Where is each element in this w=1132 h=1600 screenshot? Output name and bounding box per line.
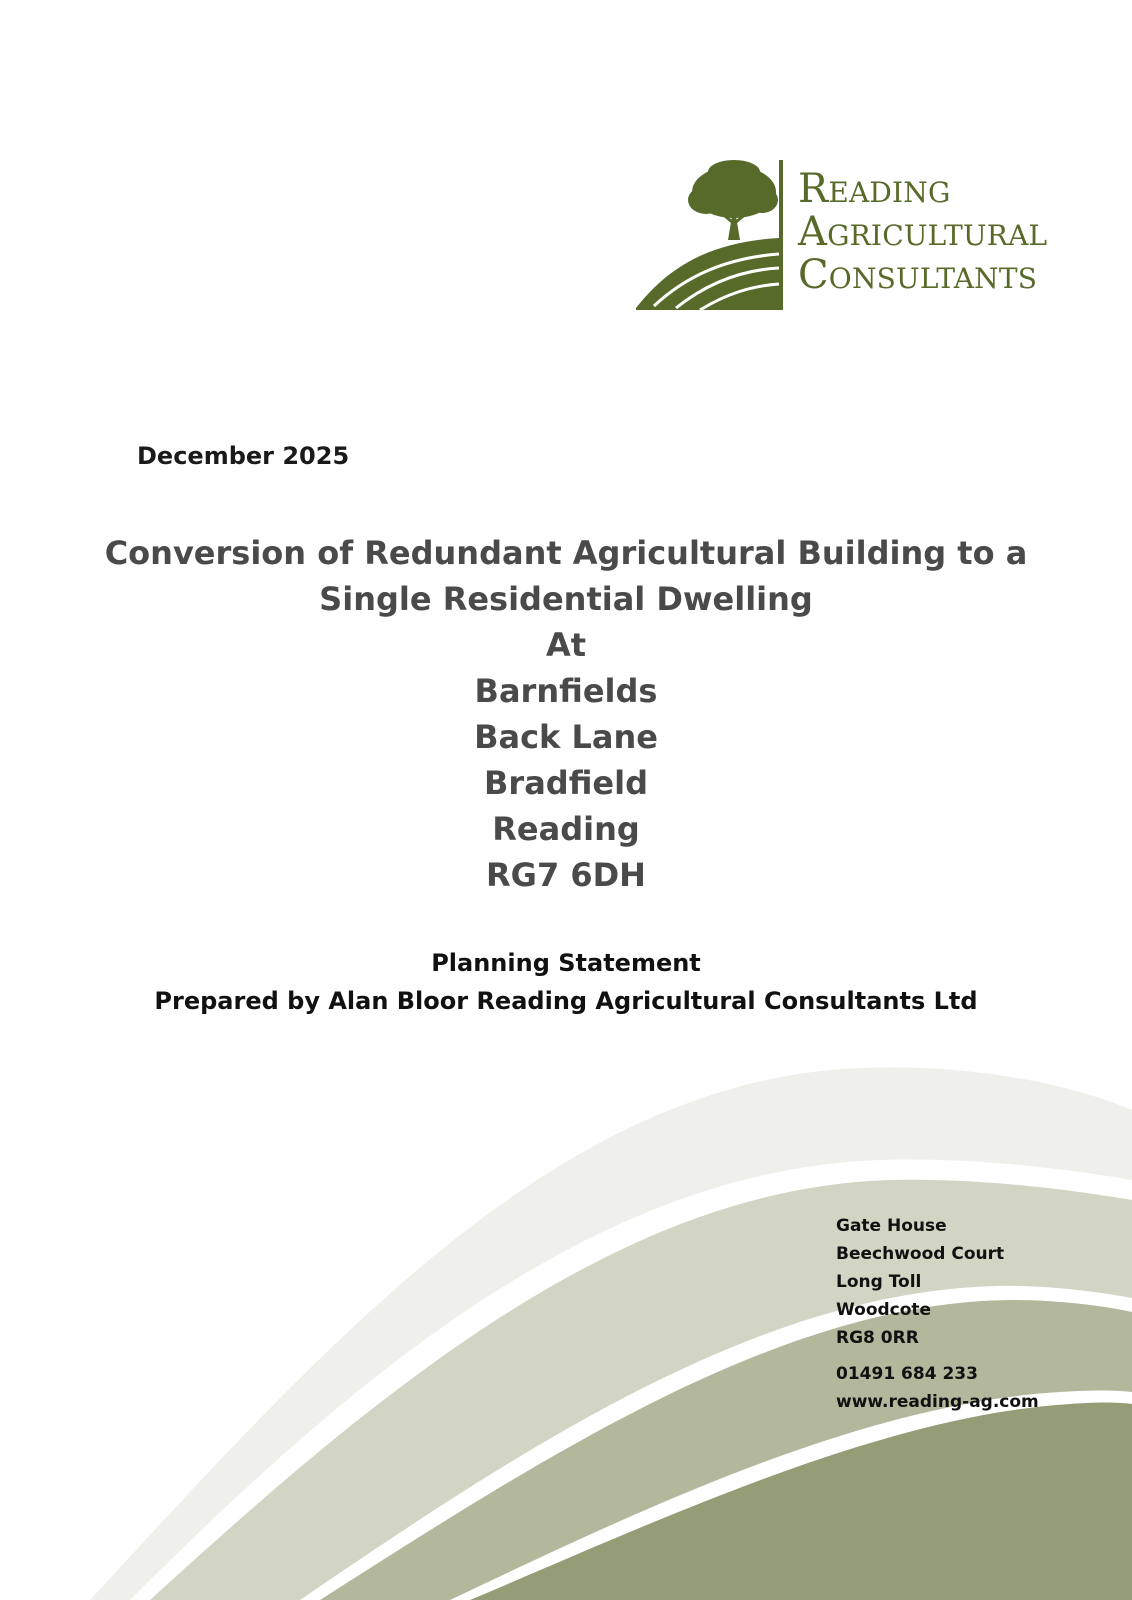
title-line: Bradfield bbox=[484, 764, 648, 802]
logo-line-3: Consultants bbox=[798, 252, 1038, 298]
company-logo bbox=[636, 160, 1056, 312]
title-line: At bbox=[545, 626, 587, 664]
website-link[interactable]: www.reading-ag.com bbox=[836, 1392, 1039, 1412]
phone-number: 01491 684 233 bbox=[836, 1364, 978, 1384]
logo-line-1: Reading bbox=[798, 166, 951, 212]
title-line: Reading bbox=[492, 810, 640, 848]
title-line: Back Lane bbox=[474, 718, 658, 756]
address-line: RG8 0RR bbox=[836, 1328, 919, 1348]
title-line: Conversion of Redundant Agricultural Building to a bbox=[104, 534, 1028, 572]
title-line: Barnfields bbox=[474, 672, 658, 710]
document-title bbox=[0, 530, 1132, 898]
address-line: Woodcote bbox=[836, 1300, 932, 1320]
tree-on-hill-icon bbox=[636, 160, 786, 312]
prepared-by: Prepared by Alan Bloor Reading Agricultural Consultants Ltd bbox=[154, 987, 978, 1015]
company-address bbox=[836, 1212, 1039, 1416]
address-line: Long Toll bbox=[836, 1272, 922, 1292]
document-date: December 2025 bbox=[137, 442, 350, 470]
document-subtitle bbox=[0, 944, 1132, 1020]
logo-wordmark bbox=[798, 168, 1047, 297]
address-line: Gate House bbox=[836, 1216, 947, 1236]
title-line: Single Residential Dwelling bbox=[319, 580, 813, 618]
title-line: RG7 6DH bbox=[486, 856, 646, 894]
address-line: Beechwood Court bbox=[836, 1244, 1005, 1264]
document-type: Planning Statement bbox=[431, 949, 701, 977]
logo-line-2: Agricultural bbox=[798, 209, 1048, 255]
